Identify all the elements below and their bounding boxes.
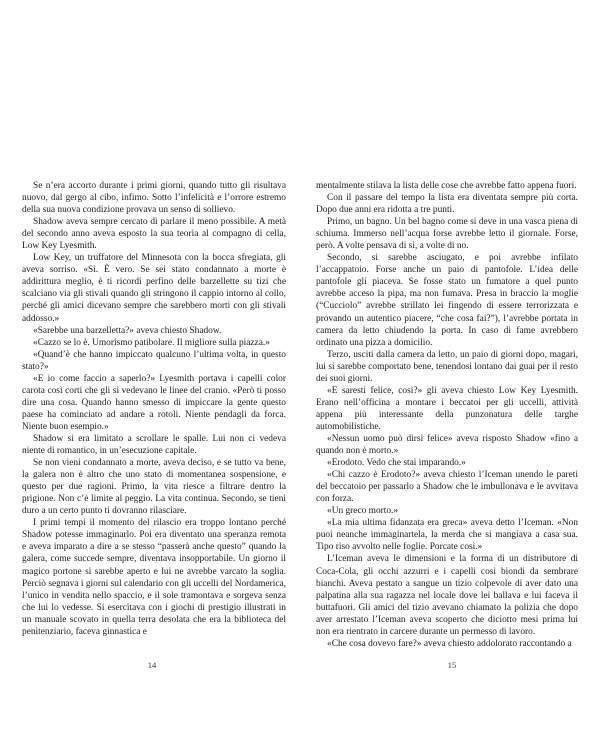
paragraph: Shadow aveva sempre cercato di parlare il meno possibile. A metà del secondo anno aveva esposto la sua teoria al compagno di cella, Low Key Lyesmith. [22,217,286,252]
right-page-text [316,180,578,650]
paragraph: Secondo, si sarebbe asciugato, e poi avrebbe infilato l’accappatoio. Forse anche un paio di pantofole. L’idea delle pantofole gli piaceva. Se fosse stato un fumatore a quel punto avrebbe acceso la pipa, ma non fumava. Presa in braccio la moglie (“Cucciolo” avrebbe strillato lei fingendo di essere terrorizzata e provando un autentico piacere, “che cosa fai?”), l’avrebbe portata in camera da letto chiudendo la porta. In caso di fame avrebbero ordinato una pizza a domicilio. [316,253,578,348]
continuation-paragraph: mentalmente stilava la lista delle cose che avrebbe fatto appena fuori. [316,181,577,191]
paragraph: Se n’era accorto durante i primi giorni, quando tutto gli risultava nuovo, dal gergo al cibo, infimo. Sotto l’infelicità e l’orrore estremo della sua nuova condizione provava un senso di sollievo. [22,181,286,216]
paragraph: «E io come faccio a saperlo?» Lyesmith portava i capelli color carota così corti che gli si vedevano le linee del cranio. «Però ti posso dire una cosa. Quando hanno smesso di impiccare la gente questo paese ha cominciato ad andare a rotoli. Niente pendagli da forca. Niente buon esempio.» [22,373,286,432]
paragraph: «Quand’è che hanno impiccato qualcuno l’ultima volta, in questo stato?» [22,349,286,372]
paragraph: «La mia ultima fidanzata era greca» aveva detto l’Iceman. «Non puoi neanche immaginartela, la merda che si mangiava a casa sua. Tipo riso avvolto nelle foglie. Porcate così.» [316,518,578,553]
paragraph: «Sarebbe una barzelletta?» aveva chiesto Shadow. [33,325,222,336]
page-number-left: 14 [147,660,157,670]
paragraph: «Che cosa dovevo fare?» aveva chiesto addolorato raccontando a [327,638,572,649]
paragraph: I primi tempi il momento del rilascio era troppo lontano perché Shadow potesse immaginarlo. Poi era diventato una speranza remota e aveva imparato a dire a se stesso “passerà anche questo” quando la galera, come succede sempre, diventava insopportabile. Un giorno il magico portone si sarebbe aperto e lui ne avrebbe varcato la soglia. Perciò segnava i giorni sul calendario con gli uccelli del Nordamerica, l’unico in vendita nello spaccio, e il sole tramontava e sorgeva senza che lui lo vedesse. Si esercitava con i giochi di prestigio illustrati in un manuale scovato in quella terra desolata che era la biblioteca del penitenziario, faceva ginnastica e [22,518,286,637]
paragraph: «Cazzo se lo è. Umorismo patibolare. Il migliore sulla piazza.» [33,337,270,348]
paragraph: Con il passare del tempo la lista era diventata sempre più corta. Dopo due anni era ridotta a tre punti. [316,193,578,216]
left-page-text [22,180,286,638]
paragraph: Terzo, usciti dalla camera da letto, un paio di giorni dopo, magari, lui si sarebbe comportato bene, tenendosi lontano dai guai per il resto dei suoi giorni. [316,349,578,384]
paragraph: L’Iceman aveva le dimensioni e la forma di un distributore di Coca-Cola, gli occhi azzurri e i capelli così biondi da sembrare bianchi. Aveva pestato a sangue un tizio colpevole di aver dato una palpatina alla sua ragazza nel locale dove lei ballava e lui faceva il buttafuori. Gli amici del tizio avevano chiamato la polizia che dopo aver arrestato l’Iceman aveva scoperto che diciotto mesi prima lui non era rientrato in carcere durante un permesso di lavoro. [316,554,578,637]
paragraph: «Un greco morto.» [327,506,399,517]
paragraph: Se non vieni condannato a morte, aveva deciso, e se tutto va bene, la galera non è altro che uno stato di momentanea sospensione, e questo per due ragioni. Primo, la vita riesce a filtrare dentro la prigione. Non c’è limite al peggio. La vita continua. Secondo, se tieni duro a un certo punto ti dovranno rilasciare. [22,458,286,517]
paragraph: Shadow si era limitato a scrollare le spalle. Lui non ci vedeva niente di romantico, in un’esecuzione capitale. [22,433,286,457]
paragraph: «Nessun uomo può dirsi felice» aveva risposto Shadow «fino a quando non è morto.» [316,433,578,457]
paragraph: «Chi cazzo è Erodoto?» aveva chiesto l’Iceman unendo le pareti del beccatoio per passarlo a Shadow che le imbullonava e le avvitava con forza. [316,470,578,505]
paragraph: Primo, un bagno. Un bel bagno come si deve in una vasca piena di schiuma. Immerso nell’acqua forse avrebbe letto il giornale. Forse, però. A volte pensava di sì, a volte di no. [316,217,578,252]
paragraph: «Erodoto. Vedo che stai imparando.» [327,458,466,469]
paragraph: Low Key, un truffatore del Minnesota con la bocca sfregiata, gli aveva sorriso. «Sì. È vero. Se sei stato condannato a morte è addirittura meglio, è ti ricordi perfino delle barzellette su tizi che scalciano via gli stivali quando gli stringono il cappio intorno al collo, perché gli amici dicevano sempre che sarebbero morti con gli stivali addosso.» [22,253,286,324]
paragraph: «E saresti felice, così?» gli aveva chiesto Low Key Lyesmith. Erano nell’officina a montare i beccatoi per gli uccelli, attività appena più interessante della punzonatura delle targhe automobilistiche. [316,385,578,432]
page-number-right: 15 [447,660,457,670]
